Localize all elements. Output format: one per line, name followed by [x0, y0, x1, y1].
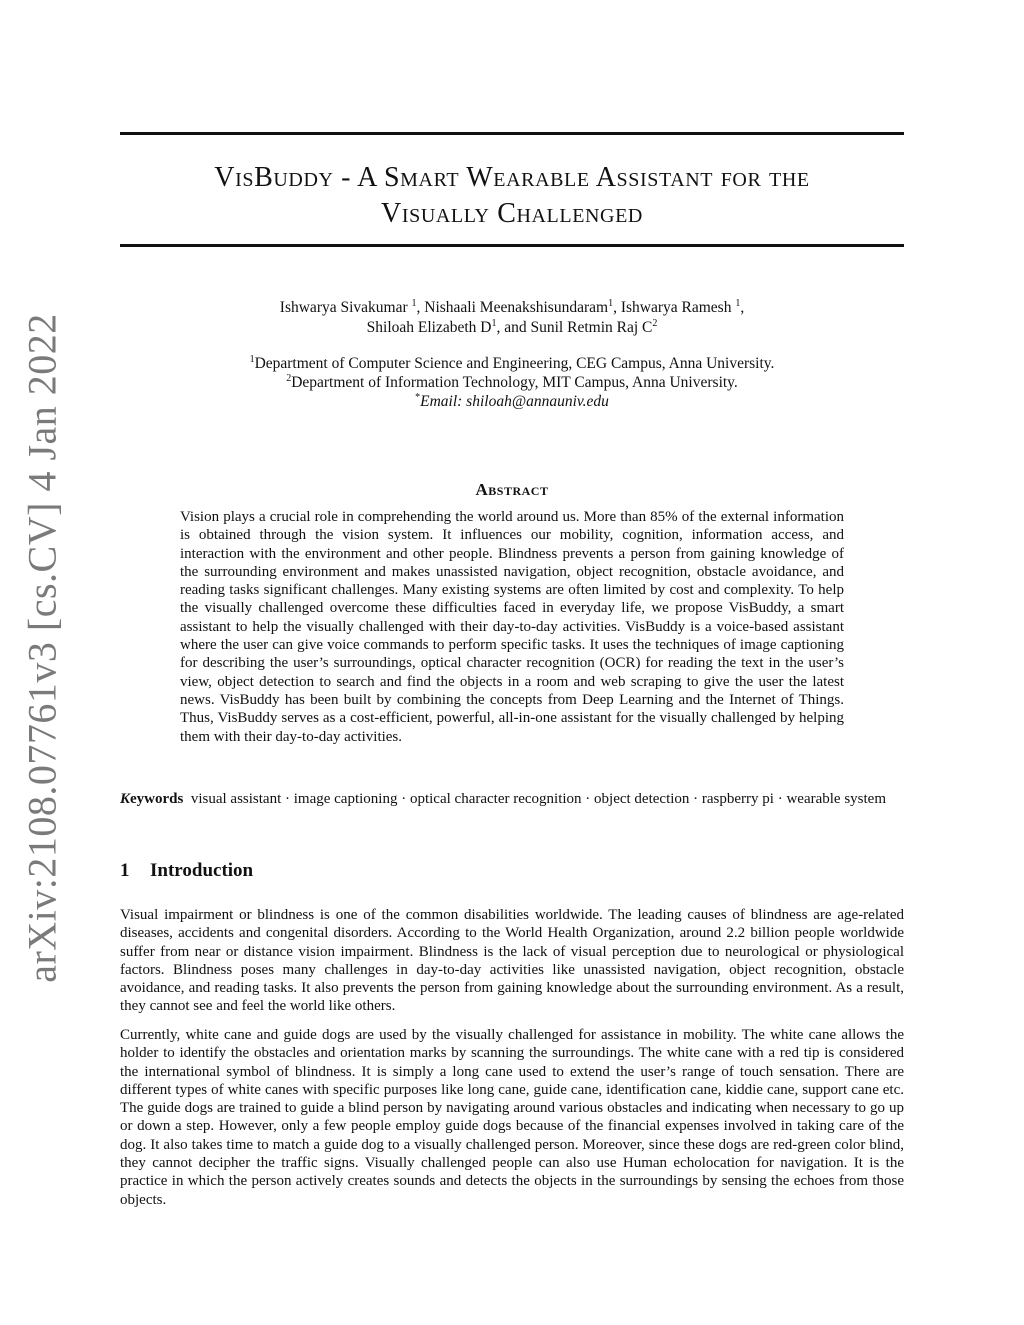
section-number: 1 — [120, 860, 130, 881]
email-text: Email: shiloah@annauniv.edu — [420, 393, 609, 410]
affiliations — [120, 354, 904, 411]
author-name: Nishaali Meenakshisundaram — [424, 299, 609, 316]
keywords-label-initial: K — [120, 791, 131, 807]
author-list — [120, 298, 904, 338]
keywords — [120, 790, 904, 808]
affiliation-2 — [120, 373, 904, 392]
affiliation-mark: 2 — [286, 372, 292, 384]
title-rule-bottom — [120, 244, 904, 247]
email-mark: * — [415, 391, 421, 403]
author-affil-mark: 2 — [652, 317, 658, 329]
abstract-body: Vision plays a crucial role in comprehending the world around us. More than 85% of the external information is obtained through the vision system. It influences our mobility, cognition, information access, and interaction with the environment and other people. Blindness prevents a person from gaining knowledge of the surrounding environment and makes unassisted navigation, object recognition, obstacle avoidance, and reading tasks significant challenges. Many existing systems are often limited by cost and complexity. To help the visually challenged overcome these difficulties faced in everyday life, we propose VisBuddy, a smart assistant to help the visually challenged with their day-to-day activities. VisBuddy is a voice-based assistant where the user can give voice commands to perform specific tasks. It uses the techniques of image captioning for describing the user’s surroundings, optical character recognition (OCR) for reading the text in the user’s view, object detection to search and find the objects in a room and web scraping to give the user the latest news. VisBuddy has been built by combining the concepts from Deep Learning and the Internet of Things. Thus, VisBuddy serves as a cost-efficient, powerful, all-in-one assistant for the visually challenged by helping them with their day-to-day activities. — [180, 509, 844, 745]
title-rule-top — [120, 132, 904, 135]
author-name: Shiloah Elizabeth D — [366, 319, 492, 336]
author-line-2: Shiloah Elizabeth $D^1$, and Sunil Retmin Raj $C^2$ — [366, 317, 658, 336]
keywords-label — [120, 791, 183, 807]
contact-email — [120, 392, 904, 411]
arxiv-stamp: arXiv:2108.07761v3 [cs.CV] 4 Jan 2022 — [19, 313, 65, 983]
author-affil-mark: 1 — [491, 317, 497, 329]
keywords-label-rest: eywords — [130, 791, 184, 807]
paper-title-line-1: VisBuddy - A Smart Wearable Assistant for the — [214, 162, 810, 193]
keywords-list: visual assistant · image captioning · optical character recognition · object detection · raspberry pi · wearable system — [190, 791, 886, 807]
affiliation-1 — [120, 354, 904, 373]
abstract-heading: Abstract — [475, 480, 549, 499]
author-name: Ishwarya Sivakumar — [279, 299, 408, 316]
section-heading-introduction — [120, 860, 253, 882]
author-name: Sunil Retmin Raj C — [530, 319, 653, 336]
section-title: Introduction — [150, 860, 254, 881]
affiliation-text: Department of Computer Science and Engineering, CEG Campus, Anna University. — [254, 355, 775, 372]
intro-paragraph-2: Currently, white cane and guide dogs are used by the visually challenged for assistance in mobility. The white cane allows the holder to identify the obstacles and orientation marks by scanning the surroundings. The white cane with a red tip is considered the international symbol of blindness. It is simply a long cane used to extend the user’s range of touch sensation. There are different types of white canes with specific purposes like long cane, guide cane, identification cane, kiddie cane, support cane etc. The guide dogs are trained to guide a blind person by navigating around various obstacles and indicating when necessary to go up or down a step. However, only a few people employ guide dogs because of the financial expenses involved in taking care of the dog. It also takes time to match a guide dog to a visually challenged person. Moreover, since these dogs are red-green color blind, they cannot decipher the traffic signs. Visually challenged people can also use Human echolocation for navigation. It is the practice in which the person actively creates sounds and detects the objects in the surroundings by sensing the echoes from those objects. — [120, 1027, 904, 1208]
author-line-1: Ishwarya Sivakumar $^1$, Nishaali Meenakshisundaram$^1$, Ishwarya Ramesh $^1$, — [279, 297, 745, 316]
affiliation-mark: 1 — [249, 353, 255, 365]
author-affil-mark: 1 — [411, 297, 417, 309]
intro-paragraph-1: Visual impairment or blindness is one of the common disabilities worldwide. The leading causes of blindness are age-related diseases, accidents and congenital disorders. According to the World Health Organization, around 2.2 billion people worldwide suffer from near or distance vision impairment. Blindness is the lack of visual perception due to neurological or physiological factors. Blindness poses many challenges in day-to-day activities like unassisted navigation, object recognition, obstacle avoidance, and reading tasks. It also prevents the person from gaining knowledge about the surrounding environment. As a result, they cannot see and feel the world like others. — [120, 907, 904, 1015]
author-affil-mark: 1 — [608, 297, 614, 309]
author-affil-mark: 1 — [735, 297, 741, 309]
paper-title-line-2: Visually Challenged — [381, 198, 643, 229]
author-name: Ishwarya Ramesh — [620, 299, 732, 316]
paper-title — [120, 160, 904, 232]
affiliation-text: Department of Information Technology, MIT Campus, Anna University. — [291, 374, 738, 391]
